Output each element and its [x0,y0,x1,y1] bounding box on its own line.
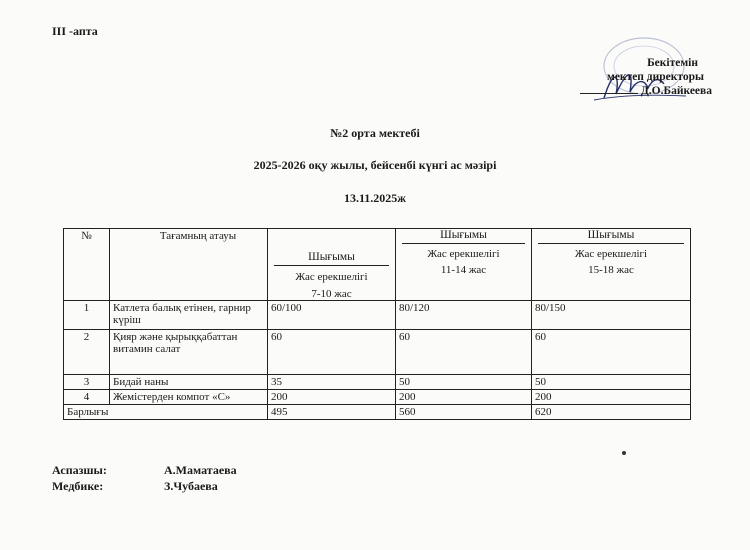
portion-15-18: 200 [532,390,691,405]
age-range: 7-10 жас [311,288,352,300]
portion-7-10: 200 [268,390,396,405]
signer-nurse [52,478,237,494]
portion-7-10: 60 [268,330,396,375]
table-row [64,375,691,390]
signer-name: З.Чубаева [164,479,218,493]
signer-name: А.Маматаева [164,463,237,477]
table-row [64,330,691,375]
signers-block [52,462,237,494]
dish-name: Бидай наны [110,375,268,390]
total-15-18: 620 [532,405,691,420]
portion-11-14: 60 [396,330,532,375]
approve-title: Бекітемін [647,57,698,69]
output-label: Шығымы [274,251,389,266]
approve-position: мектеп директоры [606,71,704,83]
total-label: Барлығы [64,405,268,420]
age-label: Жас ерекшелігі [574,248,648,260]
total-7-10: 495 [268,405,396,420]
dish-name: Катлета балық етінен, гарнир күріш [110,301,268,330]
portion-7-10: 35 [268,375,396,390]
portion-15-18: 50 [532,375,691,390]
header-number: № [64,229,110,301]
row-number: 3 [64,375,110,390]
menu-title: 2025-2026 оқу жылы, бейсенбі күнгі ас мәзірі [253,158,497,172]
approve-signer [542,84,712,98]
header-group-11-14 [396,229,532,301]
menu-table [63,228,691,420]
age-range: 15-18 жас [588,264,634,276]
header-dish-name: Тағамның атауы [110,229,268,301]
header-group-15-18 [532,229,691,301]
table-header-row [64,229,691,301]
signer-cook [52,462,237,478]
header-group-7-10 [268,229,396,301]
signer-role: Медбике: [52,479,104,493]
portion-7-10: 60/100 [268,301,396,330]
school-name: №2 орта мектебі [330,126,420,140]
output-label: Шығымы [538,229,684,244]
total-11-14: 560 [396,405,532,420]
portion-15-18: 80/150 [532,301,691,330]
portion-15-18: 60 [532,330,691,375]
approval-block [542,56,712,98]
dish-name: Қияр және қырыққабаттан витамин салат [110,330,268,375]
row-number: 4 [64,390,110,405]
ink-dot [622,451,626,455]
signer-role: Аспазшы: [52,463,107,477]
row-number: 2 [64,330,110,375]
age-range: 11-14 жас [440,264,487,276]
table-row [64,390,691,405]
portion-11-14: 50 [396,375,532,390]
table-row [64,301,691,330]
table-total-row [64,405,691,420]
director-name: Д.О.Байкеева [640,85,712,97]
week-label: III -апта [52,24,98,38]
output-label: Шығымы [402,229,525,244]
portion-11-14: 200 [396,390,532,405]
portion-11-14: 80/120 [396,301,532,330]
age-label: Жас ерекшелігі [427,248,500,260]
row-number: 1 [64,301,110,330]
menu-date: 13.11.2025ж [343,191,407,205]
age-label: Жас ерекшелігі [295,271,368,283]
dish-name: Жемістерден компот «С» [110,390,268,405]
